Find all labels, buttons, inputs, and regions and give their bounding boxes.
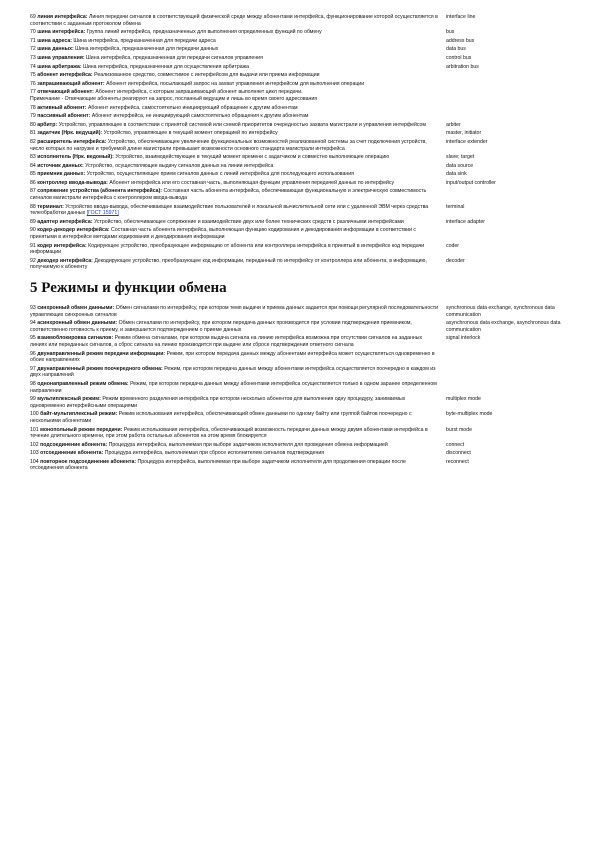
term-english: input/output controller [446,179,496,186]
term-english [446,227,570,240]
term-definition [30,450,446,457]
term-definition-text: Устройство, осуществляющее выдачу сигналов данных на линии интерфейса [85,162,274,169]
term-name: источник данных: [37,162,84,169]
term-definition-text: Линия передачи сигналов в соответствующей физической среде между абонентами интерфейса, функционирование которой осуществляется в соответствии с заданным протоколом обмена [30,14,438,27]
term-definition-text: Реализованное средство, совместимое с интерфейсом для выдачи или приема информации [94,72,320,79]
term-definition [30,427,446,440]
term-name: отвечающий абонент: [37,89,94,96]
term-definition [30,171,446,178]
term-english [446,105,570,112]
terms-list-section-4 [30,14,570,271]
term-definition-text: Устройство ввода-вывода, обеспечивающее взаимодействие пользователей и локальной вычислительной сети или с удаленной ЭВМ через средства телеобработки данных [30,203,429,217]
term-name: активный абонент: [37,104,87,111]
term-number: 72 [30,46,36,53]
term-name: пассивный абонент: [37,113,91,120]
term-definition-text: Абонент интерфейса, не инициирующий самостоятельно обращения к другим абонентам [91,113,309,120]
term-name: декодер интерфейса: [37,257,93,264]
term-entry [30,154,570,161]
term-name: подсоединение абонента: [40,441,108,448]
term-definition [30,442,446,449]
term-number: 69 [30,14,36,20]
term-definition-text: Устройство, управляющее в соответствии с принятой системой или схемой приоритетов очередностью захвата магистрали и управления интерфейсом [58,121,426,128]
term-number: 79 [30,113,36,120]
term-english [446,72,570,79]
term-definition [30,411,446,424]
term-entry [30,258,570,271]
term-name: двунаправленный режим поочередного обмена: [37,365,163,372]
term-number: 89 [30,218,36,225]
term-name: задатчик (Нрк. ведущий): [37,130,103,137]
term-entry [30,130,570,137]
term-definition-text: Абонент интерфейса или его составная часть, выполняющая функции управления передачей данных по интерфейсу [109,179,395,186]
reference-link[interactable]: [ГОСТ 15971] [86,210,119,217]
term-entry [30,335,570,348]
term-entry [30,305,570,318]
term-number: 70 [30,29,36,36]
term-name: запрашивающий абонент: [37,80,105,87]
term-definition-text: Процедура интерфейса, выполняемая при выборе задатчиком исполнителя для проведения обмена информацией [108,441,388,448]
term-definition-text: Режим, при котором передача данных между абонентами интерфейса может осуществляться одновременно в обоих направлениях [30,350,435,364]
term-name: сопряжение устройства (абонента интерфейса): [37,188,163,195]
term-definition-text: Составная часть абонента интерфейса, обеспечивающая функциональную и электрическую совместимость сигналов магистрали интерфейса с контроллером ввода-вывода [30,188,427,202]
term-entry [30,122,570,129]
term-name: синхронный обмен данными: [37,305,115,311]
term-number: 103 [30,450,39,457]
term-definition [30,459,446,472]
term-definition-text: Режим обмена сигналами, при котором выдача сигнала на линию интерфейса возможна при отсутствии сигналов на заданных линиях или переданных сигналов, а сброс сигнала на линию производится при выдаче или сбросе подтверждения ответного сигнала [30,335,423,348]
term-number: 84 [30,162,36,169]
term-definition-text: Процедура интерфейса, выполняемая при выборе задатчиком исполнителя для продолжения операции после отсоединения абонента [30,458,406,472]
term-entry [30,411,570,424]
term-definition-text: Устройство, взаимодействующее в текущий момент времени с задатчиком и совместно выполняющее операцию [115,154,390,161]
term-entry [30,171,570,178]
term-entry [30,227,570,240]
term-number: 90 [30,227,36,234]
term-number: 83 [30,154,36,161]
term-definition-text: Режим временного разделения интерфейса при котором несколько абонентов для выполнения одну процедуру, занимаемых одновременно интерфейсными операциями [30,396,406,409]
term-english: decoder [446,257,465,264]
term-definition [30,188,446,201]
term-english: connect [446,441,465,448]
term-number: 102 [30,441,39,448]
term-definition-text: Абонент интерфейса, самостоятельно инициирующий обращение к другим абонентам [87,104,298,111]
term-definition [30,320,446,333]
term-entry [30,351,570,364]
term-english: interface line [446,14,476,20]
term-english: synchronous data exchange, synchronous data communication [446,305,555,318]
term-definition [30,258,446,271]
term-definition [30,105,446,112]
term-number: 98 [30,380,36,387]
term-definition-text: Устройство, осуществляющее прием сигналов данных с линий интерфейса для последующего использования [86,171,354,178]
term-entry [30,320,570,333]
term-definition-text: Режим использования интерфейса, обеспечивающий обмен данными по одному байту или группой байтов поочередно с несколькими абонентами [30,411,412,424]
term-definition [30,381,446,394]
term-number: 101 [30,426,39,433]
term-definition-text: Устройство, управляющее в текущий момент операцией по интерфейсу [103,130,278,137]
term-name: шина адреса: [37,37,72,44]
term-definition [30,305,446,318]
term-definition [30,72,446,79]
term-name: терминал: [37,203,64,210]
term-entry [30,46,570,53]
term-name: абонент интерфейса: [37,72,93,79]
term-definition [30,29,446,36]
term-name: отсоединение абонента: [40,450,104,457]
term-english: interface adapter [446,218,485,225]
term-entry [30,105,570,112]
term-name: линия интерфейса: [37,14,88,20]
term-definition-text: Шина интерфейса, предназначенная для передачи данных [75,46,219,53]
term-definition-text: Процедура интерфейса, выполняемая при сбросе исполнителем сигналов подтверждения [104,450,325,457]
term-entry [30,29,570,36]
term-entry [30,366,570,379]
term-name: повторное подсоединение абонента: [40,458,137,465]
term-number: 77 [30,89,36,96]
term-definition-text: Группа линий интерфейса, предназначенных для выполнения определенных функций по обмену [86,29,322,36]
term-definition-text: Режим использования интерфейса, обеспечивающий возможность передачи данных между двумя абонентами интерфейса в течение длительного времени, при этом работа остальных абонентов на этом время блокируется [30,426,428,440]
term-number: 80 [30,121,36,128]
term-definition [30,89,446,102]
term-name: приемник данных: [37,171,86,178]
term-definition [30,139,446,152]
term-number: 92 [30,257,36,264]
term-english: arbitration bus [446,63,479,70]
term-name: кодер интерфейса: [37,242,87,249]
term-definition [30,204,446,217]
term-name: шина данных: [37,46,74,53]
term-definition [30,122,446,129]
term-english: data source [446,162,474,169]
term-number: 94 [30,320,36,327]
term-entry [30,219,570,226]
term-english [446,81,570,88]
term-entry [30,89,570,102]
term-number: 93 [30,305,36,311]
term-definition [30,351,446,364]
term-name: кодер-декодер интерфейса: [37,227,110,234]
term-english: interface extender [446,138,488,145]
term-entry [30,14,570,27]
term-entry [30,450,570,457]
term-english: slave; target [446,154,475,161]
term-definition [30,113,446,120]
term-english: burst mode [446,426,472,433]
document-page [30,14,570,474]
term-entry [30,113,570,120]
term-entry [30,180,570,187]
term-english: multiplex mode [446,396,481,403]
term-name: монопольный режим передачи: [40,426,123,433]
term-number: 73 [30,54,36,61]
term-definition-text: Шина интерфейса, предназначенная для осуществления арбитража [83,63,249,70]
term-definition [30,335,446,348]
term-name: мультиплексный режим: [37,396,101,403]
term-number: 88 [30,203,36,210]
term-english: arbiter [446,121,461,128]
term-note: Примечание - Отвечающие абоненты реагируют на запрос, посланный ведущим и лишь во время своего адресования [30,95,318,102]
term-name: взаимоблокировка сигналов: [37,335,114,342]
terms-list-section-5 [30,305,570,472]
term-name: адаптер интерфейса: [37,218,93,225]
term-number: 78 [30,104,36,111]
term-entry [30,188,570,201]
term-name: шина интерфейса: [37,29,86,36]
term-name: байт-мультиплексный режим: [40,411,118,418]
term-name: двунаправленный режим передачи информации: [37,350,166,357]
term-number: 74 [30,63,36,70]
term-definition [30,243,446,256]
term-english [446,188,570,201]
term-entry [30,55,570,62]
term-english [446,113,570,120]
term-english: address bus [446,37,475,44]
term-name: однонаправленный режим обмена: [37,380,129,387]
term-definition-text: Обмен сигналами по интерфейсу, при котором передача данных производится при условии подтверждения приемником, соответственно готовность к приему, и завершается подтверждением о приеме данных [30,320,412,333]
term-entry [30,64,570,71]
term-definition [30,227,446,240]
term-number: 91 [30,242,36,249]
term-english: coder [446,242,459,249]
term-definition [30,55,446,62]
term-number: 82 [30,138,36,145]
term-definition-text: Шина интерфейса, предназначенная для передачи сигналов управления [86,54,263,61]
term-definition [30,396,446,409]
term-english: signal interlock [446,335,481,342]
term-english: data bus [446,46,466,53]
term-definition-text: Режим, при котором передача данных между абонентами интерфейса осуществляется поочередно в каждом из двух направлений [30,365,436,379]
term-number: 99 [30,396,36,403]
term-definition [30,130,446,137]
term-number: 86 [30,179,36,186]
term-number: 96 [30,350,36,357]
term-english: disconnect [446,450,471,457]
term-number: 71 [30,37,36,44]
term-number: 85 [30,171,36,178]
term-english [446,351,570,364]
term-definition-text: Режим, при котором передача данных между абонентами интерфейса осуществляется только в одном заранее определенном направлении [30,380,437,394]
term-definition-text: Устройство, обеспечивающее сопряжение и взаимодействие двух или более технических средств с различными интерфейсами [93,218,404,225]
term-number: 95 [30,335,36,342]
term-number: 104 [30,458,39,465]
term-number: 81 [30,130,36,137]
term-definition-text: Устройство, обеспечивающее увеличение функциональных возможностей реализованной системы за счет подключения устройств, число которых по нагрузке и требуемой длине магистрали превышает возможности основного стандарта магистрали интерфейса [30,138,427,152]
term-definition-text: Шина интерфейса, предназначенная для передачи адреса [73,37,216,44]
term-definition-text: Кодирующее устройство, преобразующее информацию от абонента или контроллера интерфейса в принятый в интерфейсе код передачи информации [30,242,425,256]
term-entry [30,396,570,409]
term-definition [30,154,446,161]
term-english: asynchronous data exchange, asynchronous data communication [446,320,561,333]
term-definition [30,14,446,27]
term-english: master, initiator [446,130,482,137]
term-definition [30,64,446,71]
term-number: 97 [30,365,36,372]
term-definition-text: Абонент интерфейса, с которым запрашивающий абонент выполняет цикл передачи. [95,89,303,96]
term-definition-text: Декодирующее устройство, преобразующее код информации, переданный по интерфейсу от контроллера или абонента, в информацию, получаемую к абоненту [30,257,427,271]
term-entry [30,139,570,152]
term-definition [30,180,446,187]
term-number: 100 [30,411,39,418]
term-entry [30,381,570,394]
term-entry [30,81,570,88]
term-english: control bus [446,54,472,61]
section-title: 5 Режимы и функции обмена [30,280,227,296]
term-number: 76 [30,80,36,87]
term-definition-text: Обмен сигналами по интерфейсу, при котором темп выдачи и приема данных задается при помощи регулярной последовательности управляющих синхронных сигналов [30,305,439,318]
term-english: terminal [446,203,465,210]
term-entry [30,427,570,440]
term-definition [30,46,446,53]
term-definition [30,81,446,88]
term-definition [30,366,446,379]
term-name: шина арбитража: [37,63,82,70]
term-english: bus [446,29,455,36]
term-name: контроллер ввода-вывода: [37,179,108,186]
term-entry [30,459,570,472]
term-english: data sink [446,171,467,178]
term-english [446,381,570,394]
term-name: асинхронный обмен данными: [37,320,118,327]
term-entry [30,204,570,217]
term-english [446,366,570,379]
term-entry [30,38,570,45]
term-definition-text: Составная часть абонента интерфейса, выполняющая функцию кодирования и декодирования информации в соответствии с принятыми в интерфейсе методами кодирования и декодирования информации [30,227,417,241]
term-entry [30,163,570,170]
term-name: шина управления: [37,54,85,61]
term-entry [30,442,570,449]
term-name: арбитр: [37,121,58,128]
term-number: 87 [30,188,36,195]
term-name: исполнитель (Нрк. ведомый): [37,154,114,161]
term-english: reconnect [446,458,469,465]
term-definition [30,163,446,170]
term-english [446,89,570,102]
term-entry [30,243,570,256]
term-definition [30,219,446,226]
term-entry [30,72,570,79]
term-name: расширитель интерфейса: [37,138,107,145]
term-number: 75 [30,72,36,79]
term-definition [30,38,446,45]
term-definition-text: Абонент интерфейса, посылающий запрос на захват управления интерфейсом для выполнения операции [106,80,365,87]
term-english: byte-multiplex mode [446,411,493,418]
